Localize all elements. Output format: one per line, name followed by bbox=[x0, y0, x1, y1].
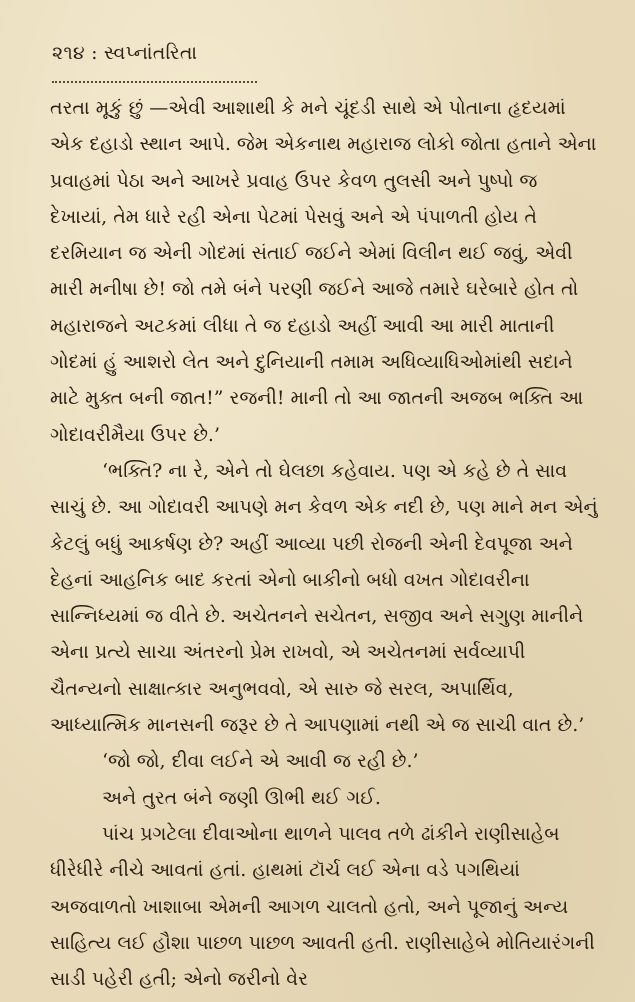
header-dotted-rule bbox=[52, 76, 257, 83]
paragraph-5: પાંચ પ્રગટેલા દીવાઓના થાળને પાલવ તળે ઢાંકીને રાણીસાહેબ ધીરેધીરે નીચે આવતાં હતાં. હાથમાં ટૉર્ચ લઈ એના વડે પગથિયાં અજવાળતો ખાશાબા એમની આગળ ચાલતો હતો, અને પૂજાનું અન્ય સાહિત્ય લઈ હૌશા પાછળ પાછળ આવતી હતી. રાણીસાહેબે મોતિયારંગની સાડી પહેરી હતી; એનો જરીનો વેર bbox=[50, 822, 595, 990]
page-header bbox=[52, 42, 592, 82]
paragraph-3: ‘જો જો, દીવા લઈને એ આવી જ રહી છે.’ bbox=[102, 750, 419, 773]
paragraph-2: ‘ભક્તિ? ના રે, એને તો ઘેલછા કહેવાય. પણ એ કહે છે તે સાવ સાચું છે. આ ગોદાવરી આપણે મન કેવળ એક નદી છે, પણ માને મન એનું કેટલું બધું આકર્ષણ છે? અહીં આવ્યા પછી રોજની એની દેવપૂજા અને દેહનાં આહનિક બાદ કરતાં એનો બાકીનો બધો વખત ગોદાવરીના સાન્નિધ્યમાં જ વીતે છે. અચેતનને સચેતન, સજીવ અને સગુણ માનીને એના પ્રત્યે સાચા અંતરનો પ્રેમ રાખવો, એ અચેતનમાં સર્વવ્યાપી ચૈતન્યનો સાક્ષાત્કાર અનુભવવો, એ સારુ જે સરલ, અપાર્થિવ, આધ્યાત્મિક માનસની જરૂર છે તે આપણામાં નથી એ જ સાચી વાત છે.’ bbox=[50, 459, 598, 737]
paragraph-1: તરતા મૂકું છું —એવી આશાથી કે મને ચૂંદડી સાથે એ પોતાના હૃદયમાં એક દહાડો સ્થાન આપે. જેમ એકનાથ મહારાજ લોકો જોતા હતાને એના પ્રવાહમાં પેઠા અને આખરે પ્રવાહ ઉપર કેવળ તુલસી અને પુષ્પો જ દેખાયાં, તેમ ધારે રહી એના પેટમાં પેસવું અને એ પંપાળતી હોય તે દરમિયાન જ એની ગોદમાં સંતાઈ જઈને એમાં વિલીન થઈ જવું, એવી મારી મનીષા છે! જો તમે બંને પરણી જઈને આજે તમારે ઘરેબારે હોત તો મહારાજને અટકમાં લીધા તે જ દહાડો અહીં આવી આ મારી માતાની ગોદમાં હું આશરો લેત અને દુનિયાની તમામ અધિવ્યાધિઓમાંથી સદાને માટે મુક્ત બની જાત!” રજની! માની તો આ જાતની અજબ ભક્તિ આ ગોદાવરીમૈયા ઉપર છે.’ bbox=[50, 97, 597, 446]
running-head: ૨૧૪ : સ્વપ્નાંતરિતા bbox=[52, 42, 198, 64]
body-text bbox=[50, 90, 598, 990]
paragraph-4: અને તુરત બંને જણી ઊભી થઈ ગઈ. bbox=[102, 786, 381, 809]
